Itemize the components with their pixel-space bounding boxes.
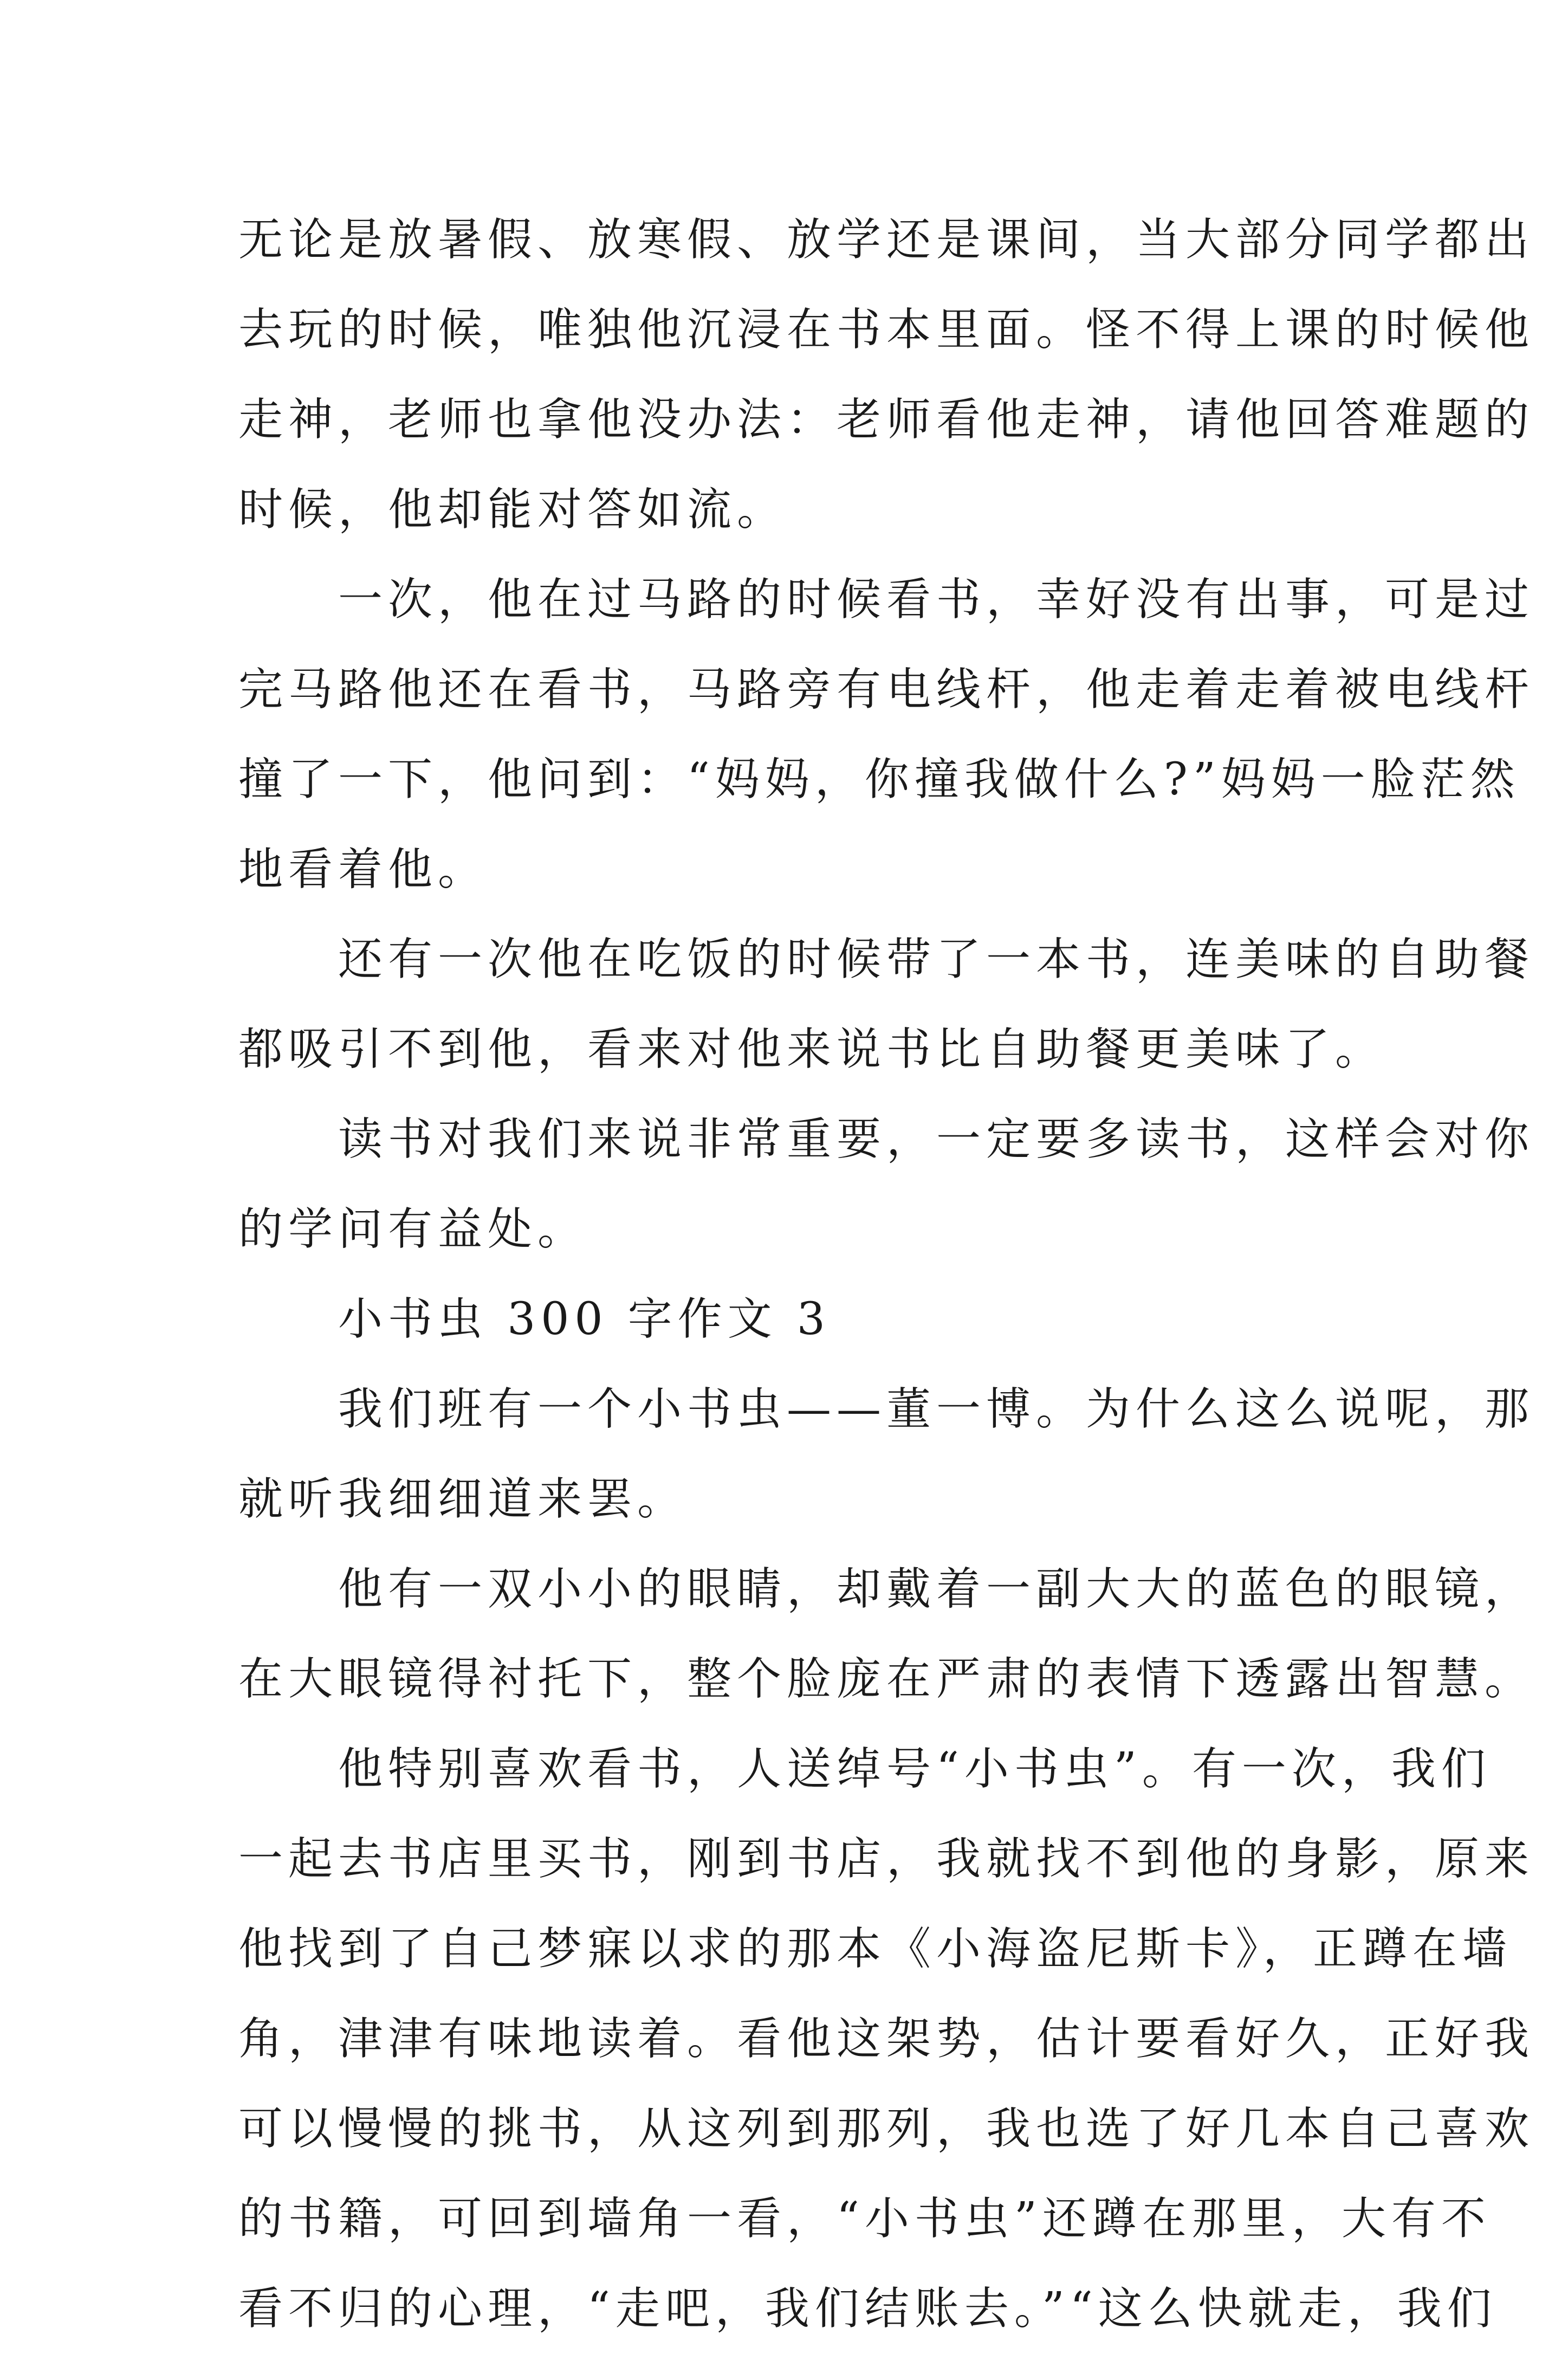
paragraph-crossing-road [238,555,1535,915]
text-line: 角，津津有味地读着。看他这架势，估计要看好久，正好我 [238,2013,1535,2065]
text-line: 撞了一下，他问到：“妈妈，你撞我做什么?”妈妈一脸茫然 [238,754,1520,805]
paragraph-buffet [238,915,1535,1095]
paragraph-bookstore [238,1724,1535,2354]
paragraph-conclusion [238,1095,1535,1275]
text-line: 他找到了自己梦寐以求的那本《小海盗尼斯卡》，正蹲在墙 [238,1923,1513,1975]
paragraph-introduction [238,1364,1535,1544]
text-line: 一起去书店里买书，刚到书店，我就找不到他的身影，原来 [238,1833,1535,1885]
paragraph-appearance [238,1544,1535,1724]
text-line: 时候，他却能对答如流。 [238,484,787,535]
text-line: 他有一双小小的眼睛，却戴着一副大大的蓝色的眼镜， [238,1563,1535,1615]
text-line: 他特别喜欢看书，人送绰号“小书虫”。有一次，我们 [238,1743,1491,1795]
text-line: 可以慢慢的挑书，从这列到那列，我也选了好几本自己喜欢 [238,2103,1535,2155]
text-line: 完马路他还在看书，马路旁有电线杆，他走着走着被电线杆 [238,664,1535,715]
text-line: 的书籍，可回到墙角一看，“小书虫”还蹲在那里，大有不 [238,2193,1491,2245]
text-line: 地看着他。 [238,844,488,895]
text-line: 走神，老师也拿他没办法：老师看他走神，请他回答难题的 [238,394,1535,445]
paragraph-reading-habit [238,195,1535,555]
text-line: 还有一次他在吃饭的时候带了一本书，连美味的自助餐 [238,934,1535,985]
text-line: 去玩的时候，唯独他沉浸在书本里面。怪不得上课的时候他 [238,304,1535,355]
document-page [238,195,1535,2354]
text-line: 都吸引不到他，看来对他来说书比自助餐更美味了。 [238,1024,1385,1075]
text-line: 一次，他在过马路的时候看书，幸好没有出事，可是过 [238,574,1535,625]
text-line: 小书虫 300 字作文 3 [238,1294,831,1345]
text-line: 的学问有益处。 [238,1204,588,1255]
text-line: 读书对我们来说非常重要，一定要多读书，这样会对你 [238,1114,1535,1165]
essay-heading [238,1275,1355,1364]
text-line: 看不归的心理，“走吧，我们结账去。”“这么快就走，我们 [238,2283,1497,2334]
text-line: 在大眼镜得衬托下，整个脸庞在严肃的表情下透露出智慧。 [238,1653,1535,1705]
text-line: 就听我细细道来罢。 [238,1473,688,1525]
text-line: 无论是放暑假、放寒假、放学还是课间，当大部分同学都出 [238,214,1535,266]
text-line: 我们班有一个小书虫——董一博。为什么这么说呢，那 [238,1383,1535,1435]
